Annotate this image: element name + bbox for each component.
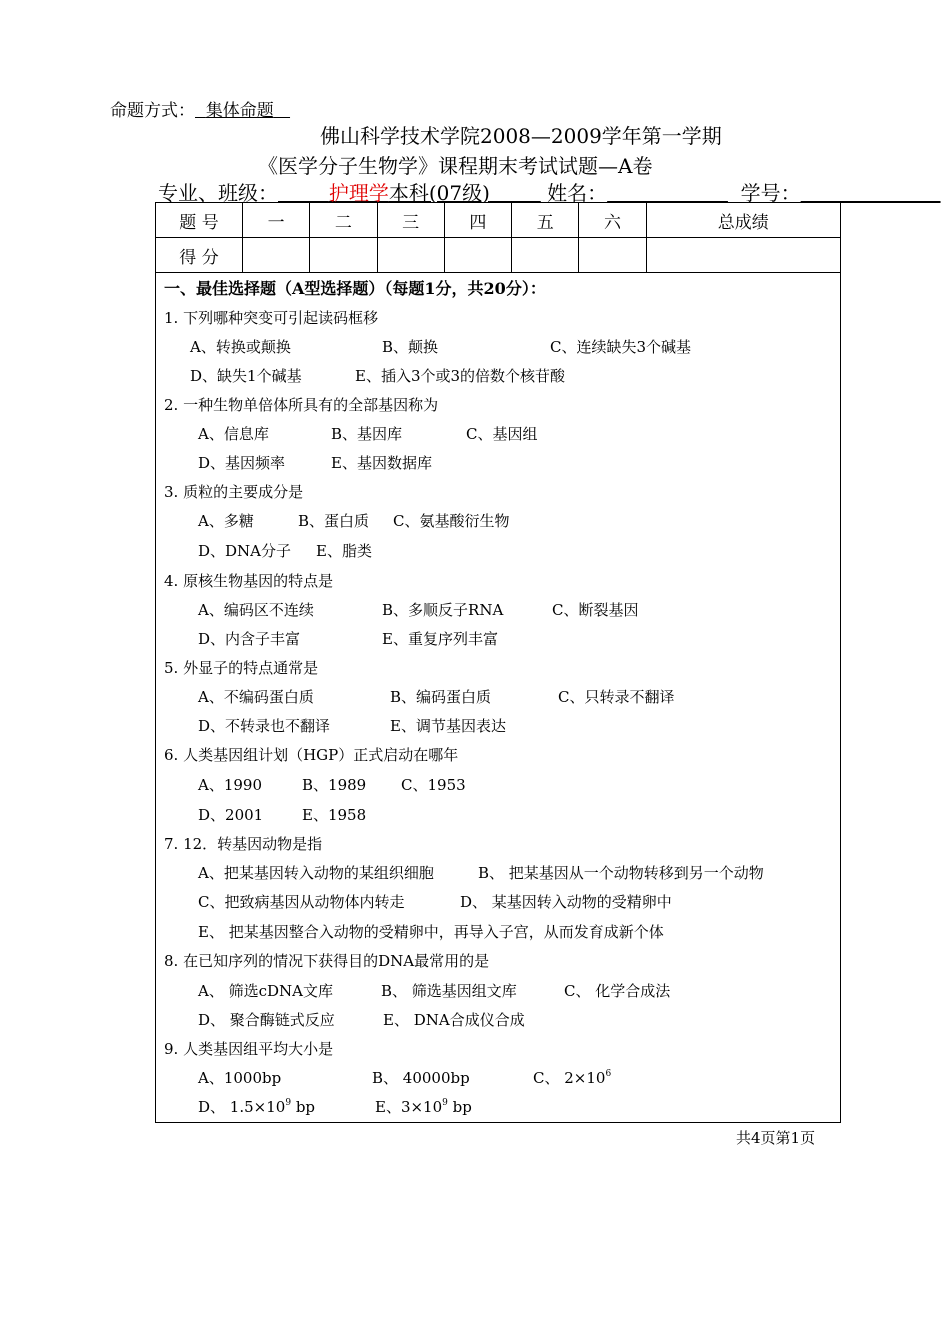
option: B、 40000bp (372, 1069, 470, 1087)
option: E、1958 (302, 806, 367, 824)
score-value-row (156, 238, 841, 273)
score-cell[interactable] (646, 238, 840, 273)
score-table (155, 202, 841, 273)
score-col-6: 六 (579, 203, 646, 238)
option: D、 $1.5\times 10^9$ bp (198, 1098, 316, 1116)
option: D、缺失1个碱基 (190, 367, 302, 385)
option: A、1000bp (198, 1069, 282, 1087)
class-major: 护理学 (328, 181, 389, 205)
option: A、多糖 (198, 512, 254, 530)
score-cell[interactable] (444, 238, 511, 273)
score-cell[interactable] (377, 238, 444, 273)
option: B、编码蛋白质 (390, 688, 492, 706)
option: C、只转录不翻译 (558, 688, 675, 706)
course-line: 《医学分子生物学》课程期末考试试题—A卷 (258, 154, 653, 178)
option: C、 化学合成法 (564, 982, 671, 1000)
option: E、基因数据库 (331, 454, 432, 472)
id-label: 学号： (740, 181, 801, 205)
option: C、 $2\times 10^6$ (533, 1069, 612, 1087)
score-col-1: 一 (243, 203, 310, 238)
option: A、不编码蛋白质 (198, 688, 314, 706)
score-cell[interactable] (579, 238, 646, 273)
question-stem: 6. 人类基因组计划（HGP）正式启动在哪年 (164, 746, 459, 764)
option: A、转换或颠换 (190, 338, 291, 356)
option: C、断裂基因 (552, 601, 639, 619)
option: B、 筛选基因组文库 (381, 982, 517, 1000)
option: C、把致病基因从动物体内转走 (198, 893, 405, 911)
option: A、信息库 (198, 425, 269, 443)
option: B、多顺反子RNA (382, 601, 504, 619)
score-col-4: 四 (444, 203, 511, 238)
option: A、1990 (198, 776, 263, 794)
question-stem: 8. 在已知序列的情况下获得目的DNA最常用的是 (164, 952, 490, 970)
score-col-total: 总成绩 (646, 203, 840, 238)
question-stem: 9. 人类基因组平均大小是 (164, 1040, 334, 1058)
option: E、脂类 (316, 542, 372, 560)
option: B、蛋白质 (298, 512, 370, 530)
question-stem: 4. 原核生物基因的特点是 (164, 572, 334, 590)
question-stem: 3. 质粒的主要成分是 (164, 483, 304, 501)
option: B、 把某基因从一个动物转移到另一个动物 (478, 864, 764, 882)
option: C、基因组 (466, 425, 538, 443)
class-label: 专业、班级： (158, 181, 278, 205)
score-col-3: 三 (377, 203, 444, 238)
mode-label: 命题方式： (110, 101, 195, 121)
name-label: 姓名： (547, 181, 608, 205)
question-stem: 2. 一种生物单倍体所具有的全部基因称为 (164, 396, 439, 414)
score-col-2: 二 (310, 203, 377, 238)
score-col-5: 五 (512, 203, 579, 238)
option: D、基因频率 (198, 454, 286, 472)
question-stem: 7. 12．转基因动物是指 (164, 835, 323, 853)
question-stem: 5. 外显子的特点通常是 (164, 659, 319, 677)
option: E、插入3个或3的倍数个核苷酸 (355, 367, 566, 385)
score-cell[interactable] (243, 238, 310, 273)
score-header-row (156, 203, 841, 238)
option: B、颠换 (382, 338, 439, 356)
option: D、内含子丰富 (198, 630, 301, 648)
mode-value: 集体命题 (205, 101, 274, 121)
score-header-label: 题 号 (156, 203, 243, 238)
option: A、把某基因转入动物的某组织细胞 (198, 864, 434, 882)
mode-line (110, 96, 290, 121)
option: C、连续缺失3个碱基 (550, 338, 692, 356)
option: E、重复序列丰富 (382, 630, 498, 648)
school-line: 佛山科学技术学院2008—2009学年第一学期 (320, 124, 722, 148)
option: A、 筛选cDNA文库 (198, 982, 333, 1000)
score-cell[interactable] (310, 238, 377, 273)
page-footer: 共4页第1页 (736, 1129, 816, 1147)
option: B、基因库 (331, 425, 403, 443)
score-value-label: 得 分 (156, 238, 243, 273)
option: E、 DNA合成仪合成 (383, 1011, 525, 1029)
option: C、氨基酸衍生物 (393, 512, 510, 530)
question-stem: 1. 下列哪种突变可引起读码框移 (164, 309, 379, 327)
option: E、调节基因表达 (390, 717, 506, 735)
option: D、 某基因转入动物的受精卵中 (460, 893, 672, 911)
option: D、不转录也不翻译 (198, 717, 331, 735)
option: E、 把某基因整合入动物的受精卵中，再导入子宫，从而发育成新个体 (198, 923, 664, 941)
option: B、1989 (302, 776, 367, 794)
section-title: 一、最佳选择题（A型选择题）（每题1分，共20分）： (164, 279, 546, 298)
option: D、2001 (198, 806, 264, 824)
option: A、编码区不连续 (198, 601, 314, 619)
option: C、1953 (401, 776, 466, 794)
option: D、 聚合酶链式反应 (198, 1011, 335, 1029)
option: D、DNA分子 (198, 542, 292, 560)
class-rest: 本科(07级) (388, 181, 490, 205)
score-cell[interactable] (512, 238, 579, 273)
option: E、$3\times 10^9$ bp (375, 1098, 472, 1116)
